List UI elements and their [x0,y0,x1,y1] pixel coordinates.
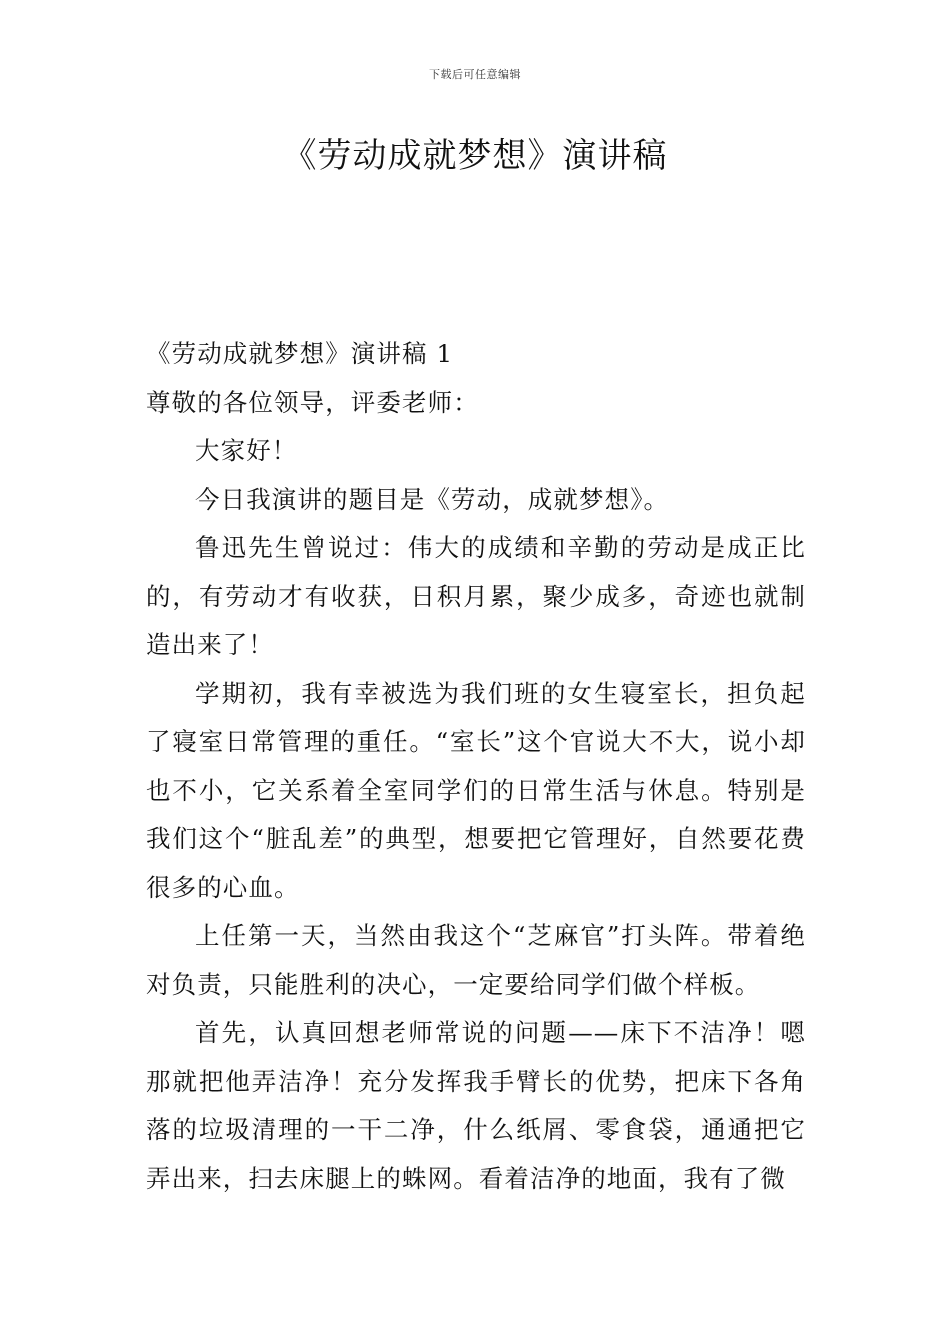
header-note: 下载后可任意编辑 [429,68,521,81]
paragraph: 今日我演讲的题目是《劳动，成就梦想》。 [195,484,670,514]
paragraph: 首先，认真回想老师常说的问题——床下不洁净！嗯那就把他弄洁净！充分发挥我手臂长的优势，把床下各角落的垃圾清理的一干二净，什么纸屑、零食袋，通通把它弄出来，扫去床腿上的蛛网。看着洁净的地面，我有了微 [146,1018,806,1193]
document-body [146,330,806,1203]
section-heading: 《劳动成就梦想》演讲稿 1 [146,339,454,368]
paragraph: 学期初，我有幸被选为我们班的女生寝室长，担负起了寝室日常管理的重任。“室长”这个官说大不大，说小却也不小，它关系着全室同学们的日常生活与休息。特别是我们这个“脏乱差”的典型，想要把它管理好，自然要花费很多的心血。 [146,678,806,902]
document-title: 《劳动成就梦想》演讲稿 [282,136,668,176]
paragraph: 大家好！ [195,436,298,465]
paragraph: 鲁迅先生曾说过：伟大的成绩和辛勤的劳动是成正比的，有劳动才有收获，日积月累，聚少成多，奇迹也就制造出来了！ [146,533,806,659]
salutation: 尊敬的各位领导，评委老师： [146,387,479,417]
paragraph: 上任第一天，当然由我这个“芝麻官”打头阵。带着绝对负责，只能胜利的决心，一定要给同学们做个样板。 [146,921,806,999]
